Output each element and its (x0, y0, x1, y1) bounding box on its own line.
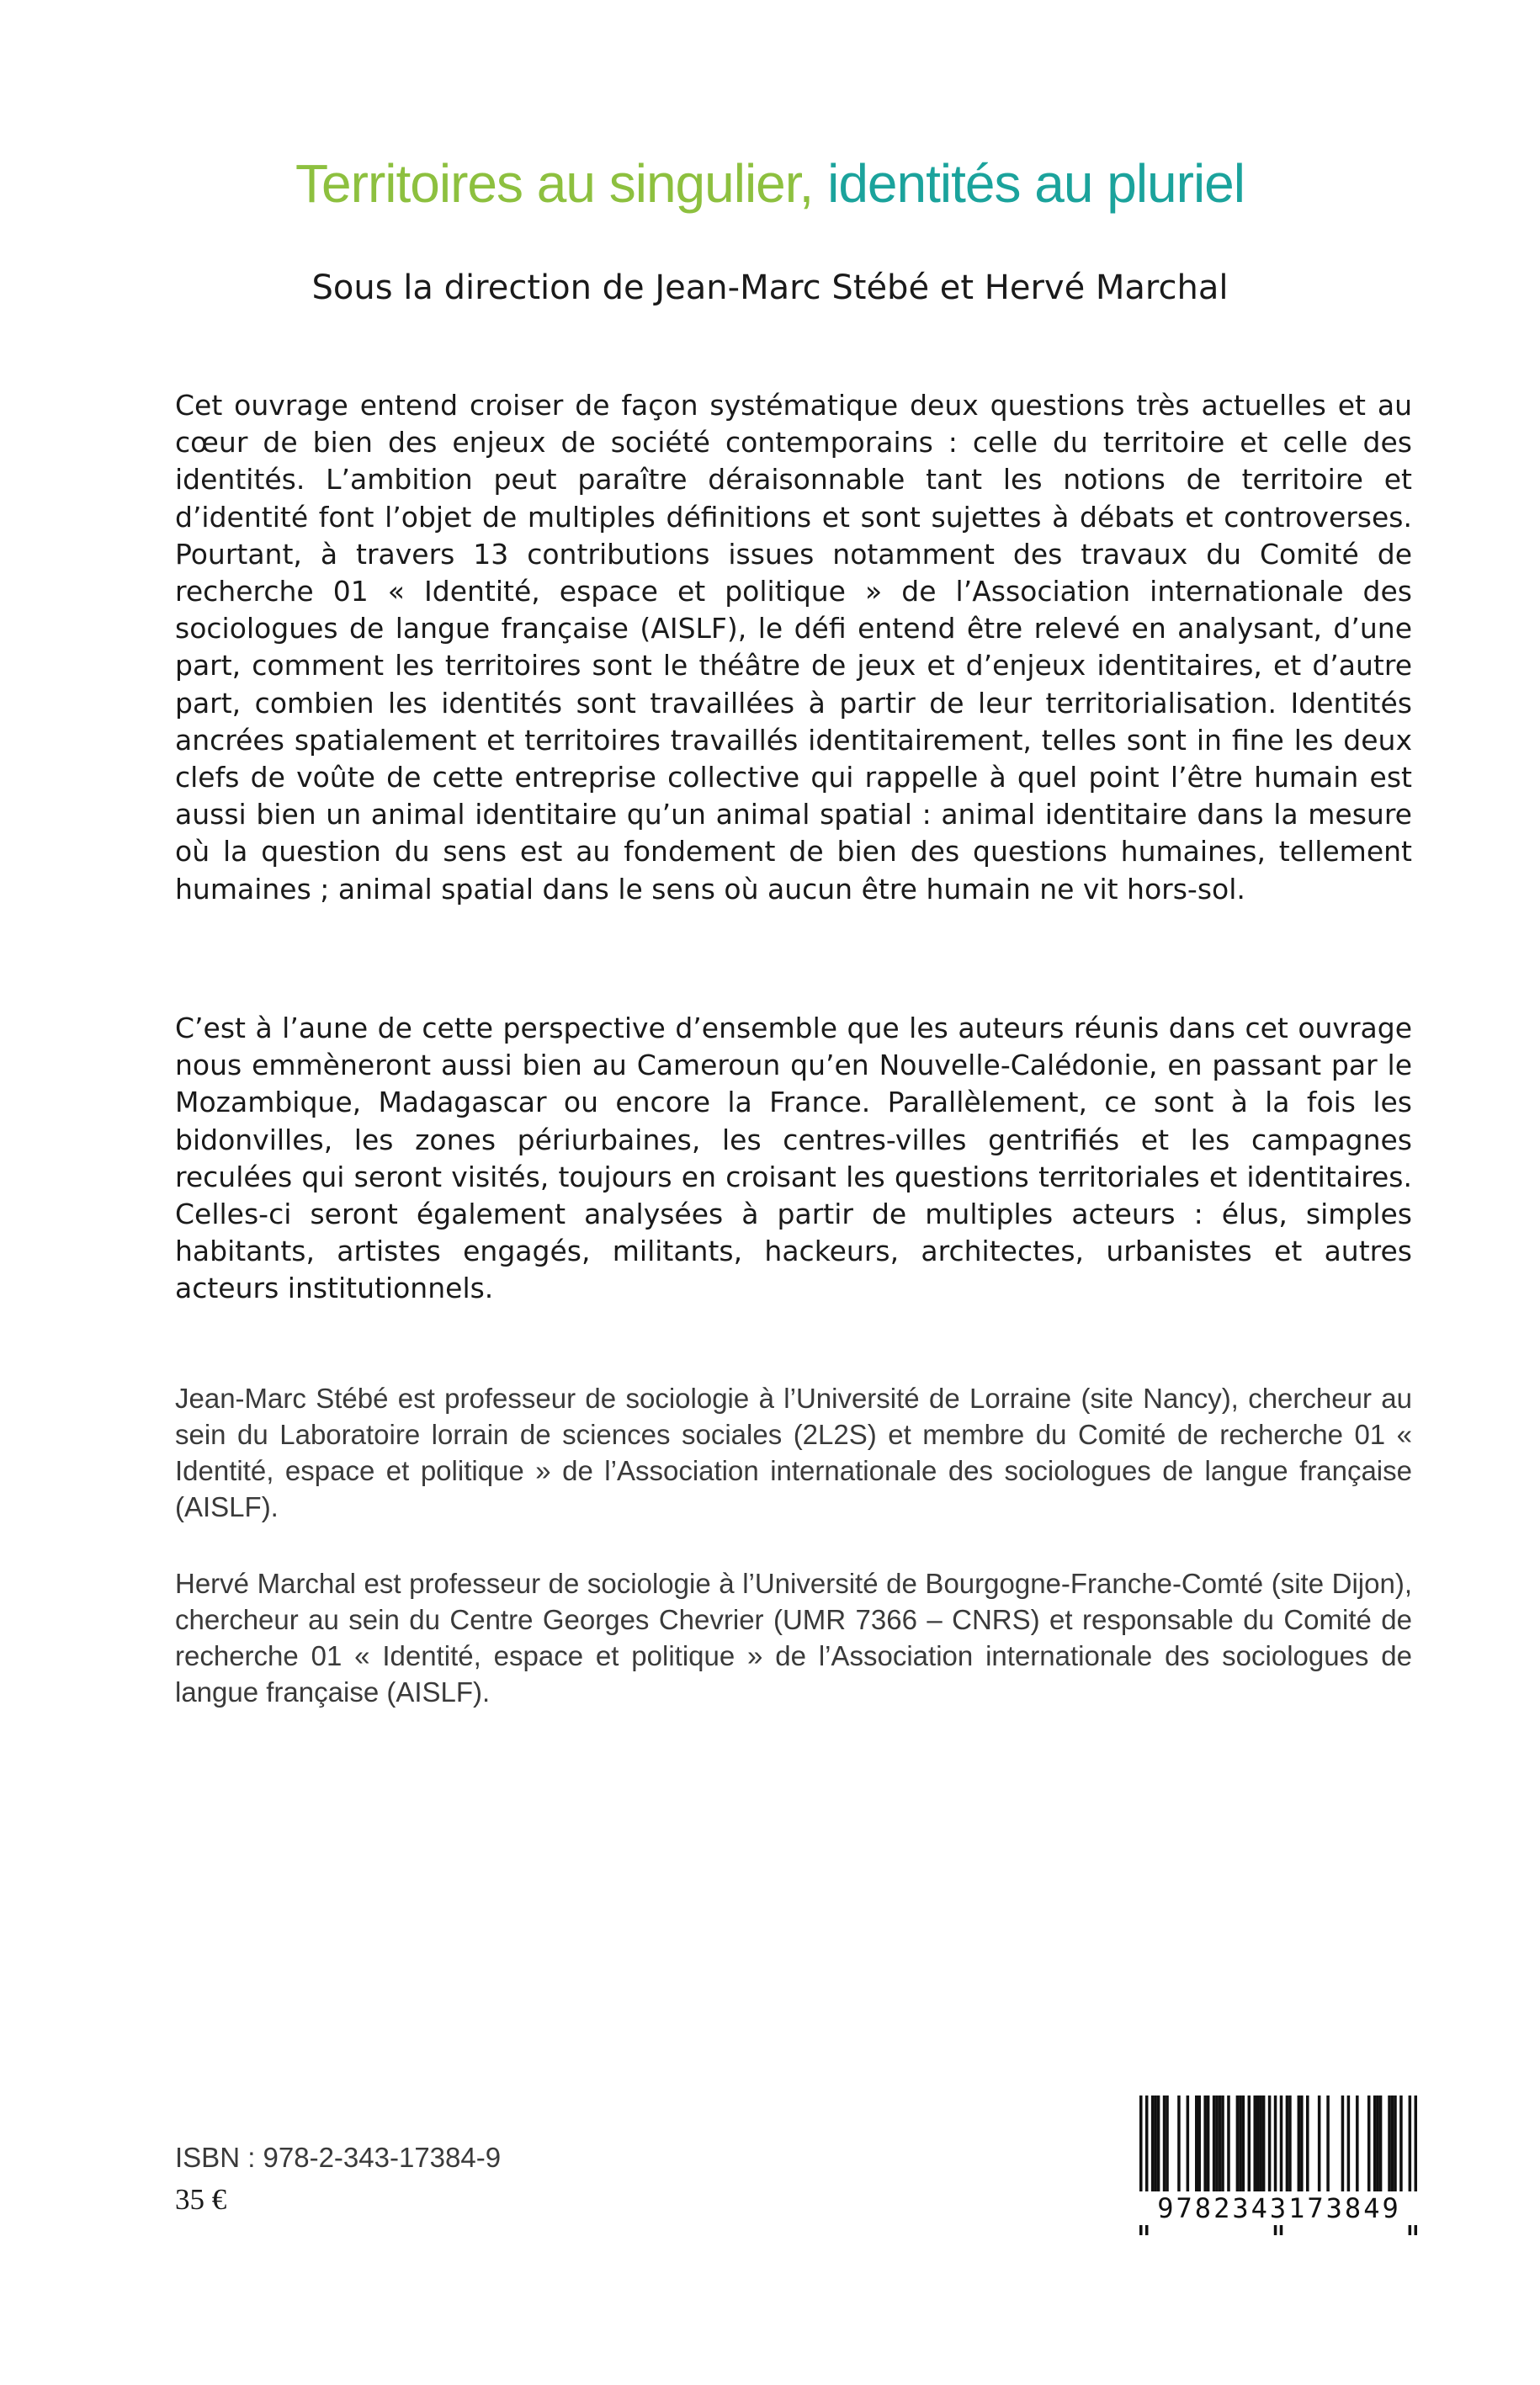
barcode-bar (1166, 2096, 1169, 2195)
barcode-bar (1195, 2096, 1198, 2195)
barcode-bar (1215, 2096, 1219, 2195)
barcode-bar (1213, 2096, 1216, 2195)
description-paragraph-2: C’est à l’aune de cette perspective d’ensemble que les auteurs réunis dans cet ouvrage nous emmèneront aussi bien au Cameroun qu’en Nouvelle-Calédonie, en passant par le Mozambique, Madagascar ou encore la France. Parallèlement, ce sont à la fois les bidonvilles, les zones périurbaines, les centres-villes gentrifiés et les campagnes reculées qui seront visités, toujours en croisant les questions territoriales et identitaires. Celles-ci seront également analysées à partir de multiples acteurs : élus, simples habitants, artistes engagés, militants, hackeurs, architectes, urbanistes et autres acteurs institutionnels. (175, 1012, 1412, 1305)
barcode-bar (1236, 2096, 1240, 2195)
price-label: 35 € (175, 2183, 227, 2216)
barcode-bar (1300, 2096, 1304, 2195)
barcode-bar (1203, 2096, 1207, 2195)
barcode-bar (1394, 2096, 1397, 2195)
barcode-bar (1221, 2096, 1224, 2195)
barcode-bar (1306, 2096, 1309, 2195)
description-paragraph-1: Cet ouvrage entend croiser de façon systématique deux questions très actuelles et au cœur de bien des enjeux de société contemporains : celle du territoire et celle des identités. L’ambition peut paraître déraisonnable tant les notions de territoire et d’identité font l’objet de multiples définitions et sont sujettes à débats et controverses. Pourtant, à travers 13 contributions issues notamment des travaux du Comité de recherche 01 « Identité, espace et politique » de l’Association internationale des sociologues de langue française (AISLF), le défi entend être relevé en analysant, d’une part, comment les territoires sont le théâtre de jeux et d’enjeux identitaires, et d’autre part, combien les identités sont travaillées à partir de leur territorialisation. Identités ancrées spatialement et territoires travaillés identitairement, telles sont in fine les deux clefs de voûte de cette entreprise collective qui rappelle à quel point l’être humain est aussi bien un animal identitaire qu’un animal spatial : animal identitaire dans la mesure où la question du sens est au fondement de bien des questions humaines, tellement humaines ; animal spatial dans le sens où aucun être humain ne vit hors-sol. (175, 389, 1412, 906)
barcode-bar (1318, 2096, 1321, 2195)
barcode-bar (1356, 2096, 1359, 2195)
title-part-singulier: Territoires au singulier, (295, 153, 814, 214)
barcode-bar (1197, 2096, 1201, 2195)
barcode-bar (1379, 2096, 1383, 2195)
barcode-bar (1157, 2096, 1160, 2195)
barcode-bar (1151, 2096, 1155, 2195)
author-bio-stebe: Jean-Marc Stébé est professeur de sociologie à l’Université de Lorraine (site Nancy), chercheur au sein du Laboratoire lorrain de sciences sociales (2L2S) et membre du Comité de recherche 01 « Identité, espace et politique » de l’Association internationale des sociologues de langue française (AISLF). (175, 1383, 1412, 1522)
barcode-bar (1242, 2096, 1245, 2195)
barcode-bar (1347, 2096, 1351, 2195)
barcode-bar (1207, 2096, 1210, 2195)
barcode-bar (1227, 2096, 1230, 2195)
title-part-pluriel: identités au pluriel (827, 153, 1245, 214)
barcode-bar (1187, 2096, 1190, 2195)
barcode-bar (1298, 2096, 1301, 2195)
barcode-bar (1288, 2096, 1292, 2195)
barcode-bar (1163, 2096, 1166, 2195)
barcode-bar (1373, 2096, 1377, 2195)
barcode-bar (1219, 2096, 1222, 2195)
barcode-bar (1268, 2096, 1272, 2195)
barcode-bar (1262, 2096, 1266, 2195)
barcode-bar (1259, 2096, 1262, 2195)
barcode-bar (1341, 2096, 1345, 2195)
barcode-bar (1388, 2096, 1391, 2195)
barcode-bar (1154, 2096, 1157, 2195)
barcode-digits: 9782343173849 (1136, 2191, 1422, 2225)
book-title (0, 150, 1540, 217)
barcode-bar (1248, 2096, 1251, 2195)
barcode-bar (1256, 2096, 1260, 2195)
editors-line: Sous la direction de Jean-Marc Stébé et Hervé Marchal (311, 268, 1229, 307)
isbn-label: ISBN : 978-2-343-17384-9 (175, 2142, 502, 2173)
barcode-bar (1391, 2096, 1394, 2195)
barcode-bar (1177, 2096, 1181, 2195)
barcode-bar (1253, 2096, 1256, 2195)
barcode-bar (1399, 2096, 1403, 2195)
barcode-bar (1239, 2096, 1242, 2195)
barcode-bar (1286, 2096, 1289, 2195)
barcode-bar (1326, 2096, 1330, 2195)
barcode-bar (1367, 2096, 1371, 2195)
barcode-bar (1376, 2096, 1379, 2195)
author-bio-marchal: Hervé Marchal est professeur de sociologie à l’Université de Bourgogne-Franche-Comté (site Dijon), chercheur au sein du Centre Georges Chevrier (UMR 7366 – CNRS) et responsable du Comité de recherche 01 « Identité, espace et politique » de l’Association internationale des sociologues de langue française (AISLF). (175, 1568, 1412, 1708)
